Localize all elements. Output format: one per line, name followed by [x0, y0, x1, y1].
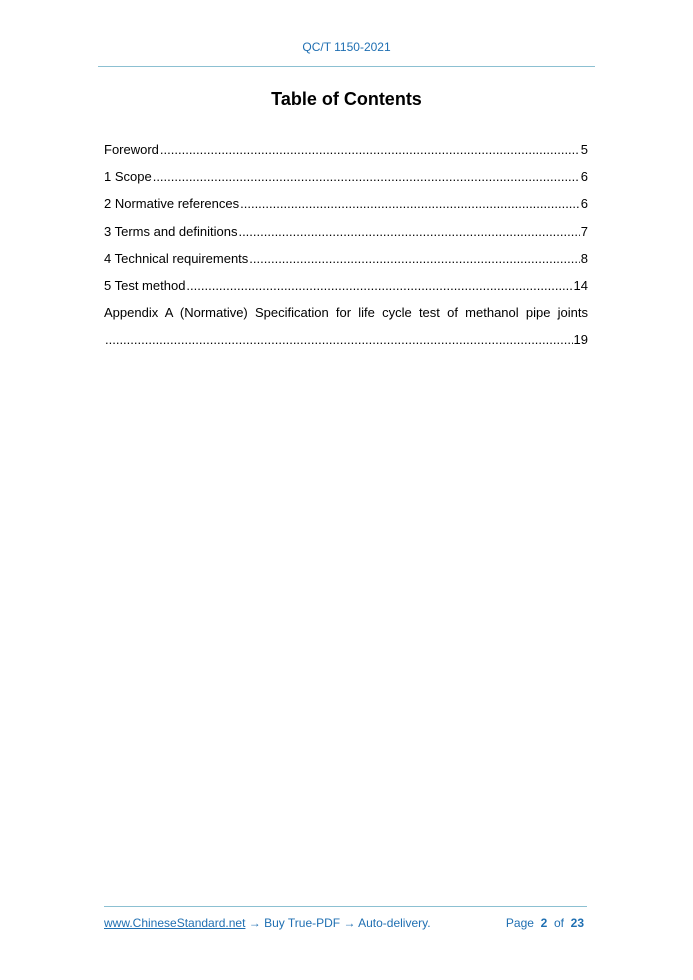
toc-entry-label: 4 Technical requirements [104, 250, 249, 266]
dot-leader [153, 167, 580, 187]
dot-leader [186, 276, 572, 296]
dot-leader [240, 194, 580, 214]
toc-entry-normative-references[interactable] [104, 194, 588, 221]
site-link[interactable]: www.ChineseStandard.net [104, 916, 246, 930]
dot-leader [105, 330, 573, 350]
toc-entry-foreword[interactable] [104, 140, 588, 167]
toc-entry-label: 2 Normative references [104, 196, 240, 212]
header-divider [98, 66, 595, 67]
toc-entry-page: 6 [580, 196, 588, 212]
toc-entry-terms-definitions[interactable] [104, 222, 588, 249]
document-code: QC/T 1150-2021 [302, 40, 391, 54]
toc-entry-test-method[interactable] [104, 276, 588, 303]
footer-tagline: → Buy True-PDF → Auto-delivery. [245, 916, 431, 930]
dot-leader [238, 222, 579, 242]
toc-entry-label: 5 Test method [104, 277, 186, 293]
toc-entry-appendix-a-page-line[interactable] [104, 330, 588, 357]
page-indicator [506, 916, 584, 930]
dot-leader [249, 249, 579, 269]
toc-entry-appendix-a[interactable] [104, 303, 588, 330]
total-pages: 23 [570, 916, 584, 930]
footer-divider [104, 906, 587, 907]
toc-entry-label: Foreword [104, 142, 159, 157]
toc-entry-label: Appendix A (Normative) Specification for life cycle test of methanol pipe joints [104, 305, 588, 321]
toc-entry-label: 3 Terms and definitions [104, 223, 238, 239]
toc-entry-technical-requirements[interactable] [104, 249, 588, 276]
toc-entry-page: 19 [573, 332, 588, 348]
dot-leader [160, 140, 580, 160]
page-footer [104, 916, 584, 930]
toc-entry-page: 8 [580, 250, 588, 266]
toc-entry-page: 5 [580, 142, 588, 157]
page-title: Table of Contents [271, 89, 422, 109]
toc-entry-scope[interactable] [104, 167, 588, 194]
toc-entry-page: 6 [580, 169, 588, 185]
page-word: Page [505, 916, 534, 930]
toc-entry-page: 7 [580, 223, 588, 239]
of-word: of [553, 916, 564, 930]
toc-entry-page: 14 [573, 277, 588, 293]
footer-promo [104, 916, 431, 930]
table-of-contents [104, 140, 588, 358]
toc-entry-label: 1 Scope [104, 169, 152, 185]
current-page: 2 [540, 916, 548, 930]
